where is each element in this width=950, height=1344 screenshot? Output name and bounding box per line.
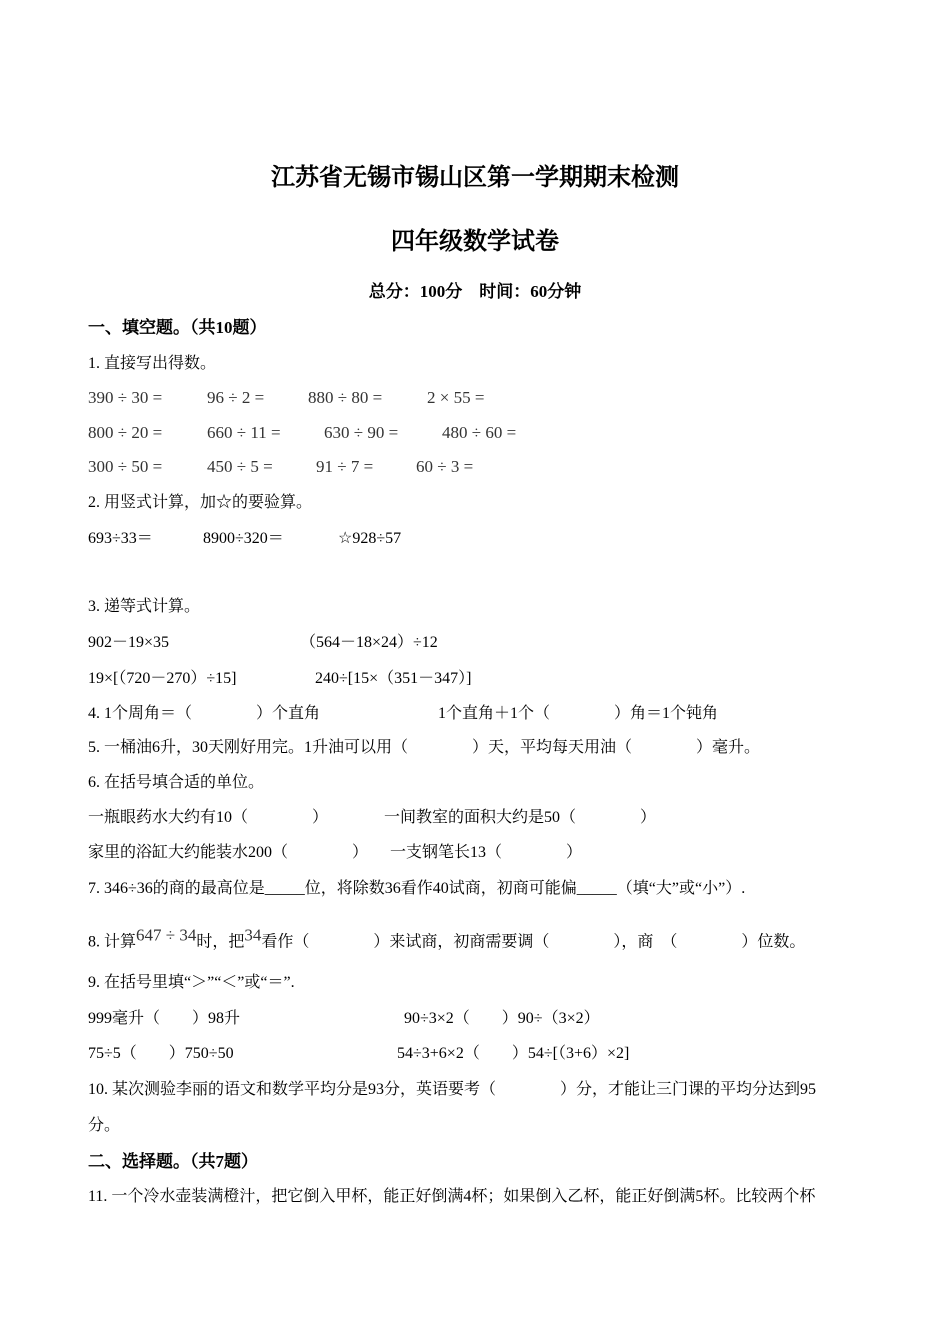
question-7: 7. 346÷36的商的最高位是_____位，将除数36看作40试商，初商可能偏_____（填“大”或“小”）. [88,880,746,897]
question-6-item: 家里的浴缸大约能装水200（ ） [88,844,369,861]
question-2-prompt: 2. 用竖式计算，加☆的要验算。 [88,494,313,511]
section-heading-fill-in: 一、填空题。（共10题） [88,318,267,337]
question-11: 11. 一个冷水壶装满橙汁，把它倒入甲杯，能正好倒满4杯；如果倒入乙杯，能正好倒满5杯。比较两个杯 [88,1188,816,1205]
question-1-prompt: 1. 直接写出得数。 [88,355,217,372]
question-6-prompt: 6. 在括号填合适的单位。 [88,774,265,791]
question-6-item: 一支钢笔长13（ ） [390,844,583,861]
calc-item: 91 ÷ 7 = [316,457,374,476]
question-6-item: 一瓶眼药水大约有10（ ） [88,809,329,826]
score-time-line: 总分：100分 时间：60分钟 [368,282,582,301]
compare-item: 90÷3×2（ ）90÷（3×2） [404,1010,600,1027]
compare-item: 999毫升（ ）98升 [88,1010,241,1027]
question-3-prompt: 3. 递等式计算。 [88,598,201,615]
calc-item: 693÷33＝ [88,530,153,547]
calc-item: 630 ÷ 90 = [324,423,399,442]
question-10-cont: 分。 [88,1117,121,1134]
question-10: 10. 某次测验李丽的语文和数学平均分是93分，英语要考（ ）分，才能让三门课的平均分达到95 [88,1081,817,1098]
question-4-part: 4. 1个周角＝（ ）个直角 [88,705,321,722]
exam-subtitle: 四年级数学试卷 [391,229,559,255]
question-4-part: 1个直角＋1个（ ）角＝1个钝角 [438,705,719,722]
exam-title: 江苏省无锡市锡山区第一学期期末检测 [271,165,679,191]
calc-item: 19×[（720－270）÷15] [88,670,237,687]
calc-item: 800 ÷ 20 = [88,423,163,442]
q8-text: 8. 计算 [88,933,137,951]
question-6-item: 一间教室的面积大约是50（ ） [384,809,657,826]
calc-item: 300 ÷ 50 = [88,457,163,476]
calc-item: 96 ÷ 2 = [207,388,265,407]
calc-item: 480 ÷ 60 = [442,423,517,442]
calc-item: 2 × 55 = [427,388,485,407]
section-heading-choice: 二、选择题。（共7题） [88,1152,258,1171]
question-9-prompt: 9. 在括号里填“＞”“＜”或“＝”. [88,974,295,991]
calc-item: 60 ÷ 3 = [416,457,474,476]
calc-item: 660 ÷ 11 = [207,423,281,442]
question-5: 5. 一桶油6升，30天刚好用完。1升油可以用（ ）天，平均每天用油（ ）毫升。 [88,739,761,756]
question-8 [88,926,805,953]
q8-text: 时，把 [196,933,245,951]
compare-item: 54÷3+6×2（ ）54÷[（3+6）×2] [397,1045,630,1062]
calc-item: 390 ÷ 30 = [88,388,163,407]
calc-item: 8900÷320＝ [203,530,284,547]
q8-text: 看作（ ）来试商，初商需要调（ ），商 （ ）位数。 [261,933,806,951]
compare-item: 75÷5（ ）750÷50 [88,1045,234,1062]
calc-item: ☆928÷57 [338,530,402,547]
calc-item: 240÷[15×（351－347）] [315,670,472,687]
calc-item: 880 ÷ 80 = [308,388,383,407]
q8-divisor: 34 [244,925,262,945]
calc-item: （564－18×24）÷12 [300,634,438,651]
q8-expression: 647 ÷ 34 [136,925,197,945]
calc-item: 450 ÷ 5 = [207,457,273,476]
calc-item: 902－19×35 [88,634,170,651]
